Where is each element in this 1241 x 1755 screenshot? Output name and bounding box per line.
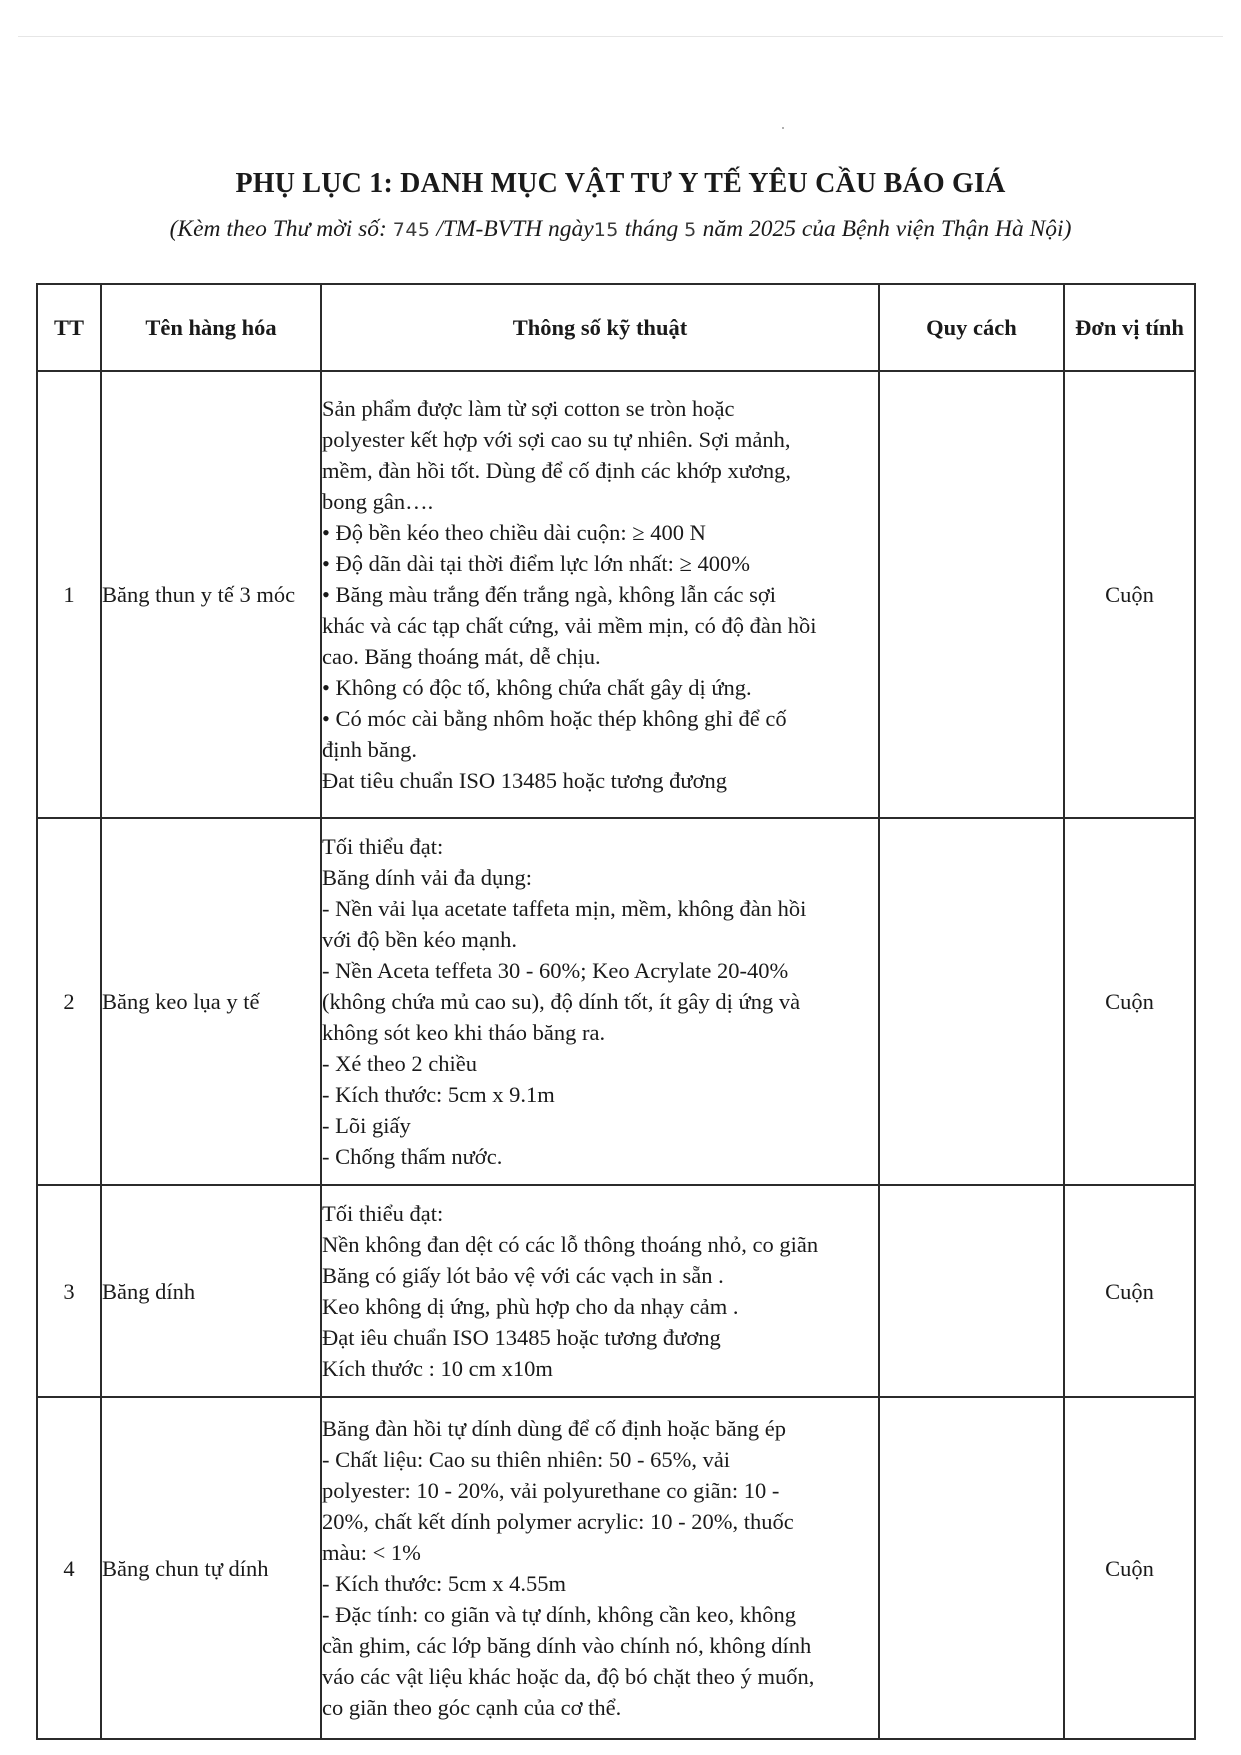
spec-line: co giãn theo góc cạnh của cơ thể. bbox=[322, 1695, 622, 1720]
spec-line: Nền không đan dệt có các lỗ thông thoáng nhỏ, co giãn bbox=[322, 1232, 819, 1257]
row-name: Băng dính bbox=[101, 1185, 321, 1397]
spec-line: không sót keo khi tháo băng ra. bbox=[322, 1020, 606, 1045]
row-name: Băng chun tự dính bbox=[101, 1397, 321, 1739]
spec-line: Tối thiểu đạt: bbox=[322, 834, 444, 859]
header-spec: Thông số kỹ thuật bbox=[321, 284, 879, 371]
table-row bbox=[37, 1185, 1195, 1397]
spec-line: cần ghim, các lớp băng dính vào chính nó, không dính bbox=[322, 1633, 812, 1658]
spec-line: - Chất liệu: Cao su thiên nhiên: 50 - 65%, vải bbox=[322, 1447, 731, 1472]
handwritten-letter-number: 745 bbox=[392, 219, 431, 241]
spec-line: Băng đàn hồi tự dính dùng để cố định hoặc băng ép bbox=[322, 1416, 786, 1441]
spec-line: - Đặc tính: co giãn và tự dính, không cần keo, không bbox=[322, 1602, 796, 1627]
spec-line: Đạt iêu chuẩn ISO 13485 hoặc tương đương bbox=[322, 1325, 721, 1350]
spec-line: bong gân…. bbox=[322, 489, 434, 514]
spec-line: - Chống thấm nước. bbox=[322, 1144, 503, 1169]
spec-line: • Độ bền kéo theo chiều dài cuộn: ≥ 400 N bbox=[322, 520, 706, 545]
spec-line: • Băng màu trắng đến trắng ngà, không lẫn các sợi bbox=[322, 582, 777, 607]
row-packing bbox=[879, 371, 1064, 818]
items-table bbox=[36, 283, 1196, 1740]
row-unit: Cuộn bbox=[1064, 371, 1195, 818]
spec-line: • Có móc cài bằng nhôm hoặc thép không ghỉ để cố bbox=[322, 706, 787, 731]
row-unit: Cuộn bbox=[1064, 1397, 1195, 1739]
spec-line: Keo không dị ứng, phù hợp cho da nhạy cảm . bbox=[322, 1294, 739, 1319]
spec-line: - Kích thước: 5cm x 4.55m bbox=[322, 1571, 567, 1596]
spec-line: - Nền Aceta teffeta 30 - 60%; Keo Acrylate 20-40% bbox=[322, 958, 789, 983]
table-header-row bbox=[37, 284, 1195, 371]
row-spec bbox=[321, 371, 879, 818]
subtitle-prefix: (Kèm theo Thư mời số: bbox=[169, 216, 387, 242]
row-spec bbox=[321, 1397, 879, 1739]
row-unit: Cuộn bbox=[1064, 1185, 1195, 1397]
spec-line: - Lõi giấy bbox=[322, 1113, 411, 1138]
row-packing bbox=[879, 1397, 1064, 1739]
spec-line: polyester kết hợp với sợi cao su tự nhiên. Sợi mảnh, bbox=[322, 427, 791, 452]
handwritten-day: 15 bbox=[593, 219, 619, 241]
table-row bbox=[37, 818, 1195, 1185]
table-row bbox=[37, 371, 1195, 818]
document-title: PHỤ LỤC 1: DANH MỤC VẬT TƯ Y TẾ YÊU CẦU BÁO GIÁ bbox=[235, 168, 1006, 199]
spec-line: Băng dính vải đa dụng: bbox=[322, 865, 532, 890]
row-packing bbox=[879, 818, 1064, 1185]
row-spec bbox=[321, 818, 879, 1185]
subtitle-suffix: năm 2025 của Bệnh viện Thận Hà Nội) bbox=[702, 216, 1072, 242]
subtitle-mid-1: /TM-BVTH ngày bbox=[436, 216, 594, 242]
spec-line: Kích thước : 10 cm x10m bbox=[322, 1356, 553, 1381]
spec-line: định băng. bbox=[322, 737, 417, 762]
scan-edge-line bbox=[18, 36, 1223, 37]
spec-line: • Độ dãn dài tại thời điểm lực lớn nhất: ≥ 400% bbox=[322, 551, 751, 576]
spec-line: Tối thiểu đạt: bbox=[322, 1201, 444, 1226]
spec-line: 20%, chất kết dính polymer acrylic: 10 - 20%, thuốc bbox=[322, 1509, 794, 1534]
spec-line: (không chứa mủ cao su), độ dính tốt, ít gây dị ứng và bbox=[322, 989, 801, 1014]
row-tt: 4 bbox=[37, 1397, 101, 1739]
spec-line: khác và các tạp chất cứng, vải mềm mịn, có độ đàn hồi bbox=[322, 613, 817, 638]
spec-line: • Không có độc tố, không chứa chất gây dị ứng. bbox=[322, 675, 752, 700]
row-name: Băng thun y tế 3 móc bbox=[101, 371, 321, 818]
spec-line: màu: < 1% bbox=[322, 1540, 421, 1565]
header-tt: TT bbox=[37, 284, 101, 371]
row-spec bbox=[321, 1185, 879, 1397]
row-unit: Cuộn bbox=[1064, 818, 1195, 1185]
table-row bbox=[37, 1397, 1195, 1739]
spec-line: - Kích thước: 5cm x 9.1m bbox=[322, 1082, 555, 1107]
header-packing: Quy cách bbox=[879, 284, 1064, 371]
spec-line: Băng có giấy lót bảo vệ với các vạch in sẵn . bbox=[322, 1263, 724, 1288]
spec-line: Sản phẩm được làm từ sợi cotton se tròn hoặc bbox=[322, 396, 735, 421]
subtitle-mid-2: tháng bbox=[624, 216, 679, 242]
spec-line: Đat tiêu chuẩn ISO 13485 hoặc tương đương bbox=[322, 768, 727, 793]
handwritten-month: 5 bbox=[684, 219, 697, 241]
spec-line: - Xé theo 2 chiều bbox=[322, 1051, 477, 1076]
row-name: Băng keo lụa y tế bbox=[101, 818, 321, 1185]
header-unit: Đơn vị tính bbox=[1064, 284, 1195, 371]
spec-line: váo các vật liệu khác hoặc da, độ bó chặt theo ý muốn, bbox=[322, 1664, 815, 1689]
row-tt: 1 bbox=[37, 371, 101, 818]
spec-line: - Nền vải lụa acetate taffeta mịn, mềm, không đàn hồi bbox=[322, 896, 807, 921]
row-tt: 3 bbox=[37, 1185, 101, 1397]
row-packing bbox=[879, 1185, 1064, 1397]
spec-line: polyester: 10 - 20%, vải polyurethane co giãn: 10 - bbox=[322, 1478, 780, 1503]
scan-speck bbox=[782, 127, 784, 129]
spec-line: cao. Băng thoáng mát, dễ chịu. bbox=[322, 644, 601, 669]
document-subtitle bbox=[0, 216, 1241, 243]
header-name: Tên hàng hóa bbox=[101, 284, 321, 371]
spec-line: mềm, đàn hồi tốt. Dùng để cố định các khớp xương, bbox=[322, 458, 792, 483]
row-tt: 2 bbox=[37, 818, 101, 1185]
spec-line: với độ bền kéo mạnh. bbox=[322, 927, 517, 952]
